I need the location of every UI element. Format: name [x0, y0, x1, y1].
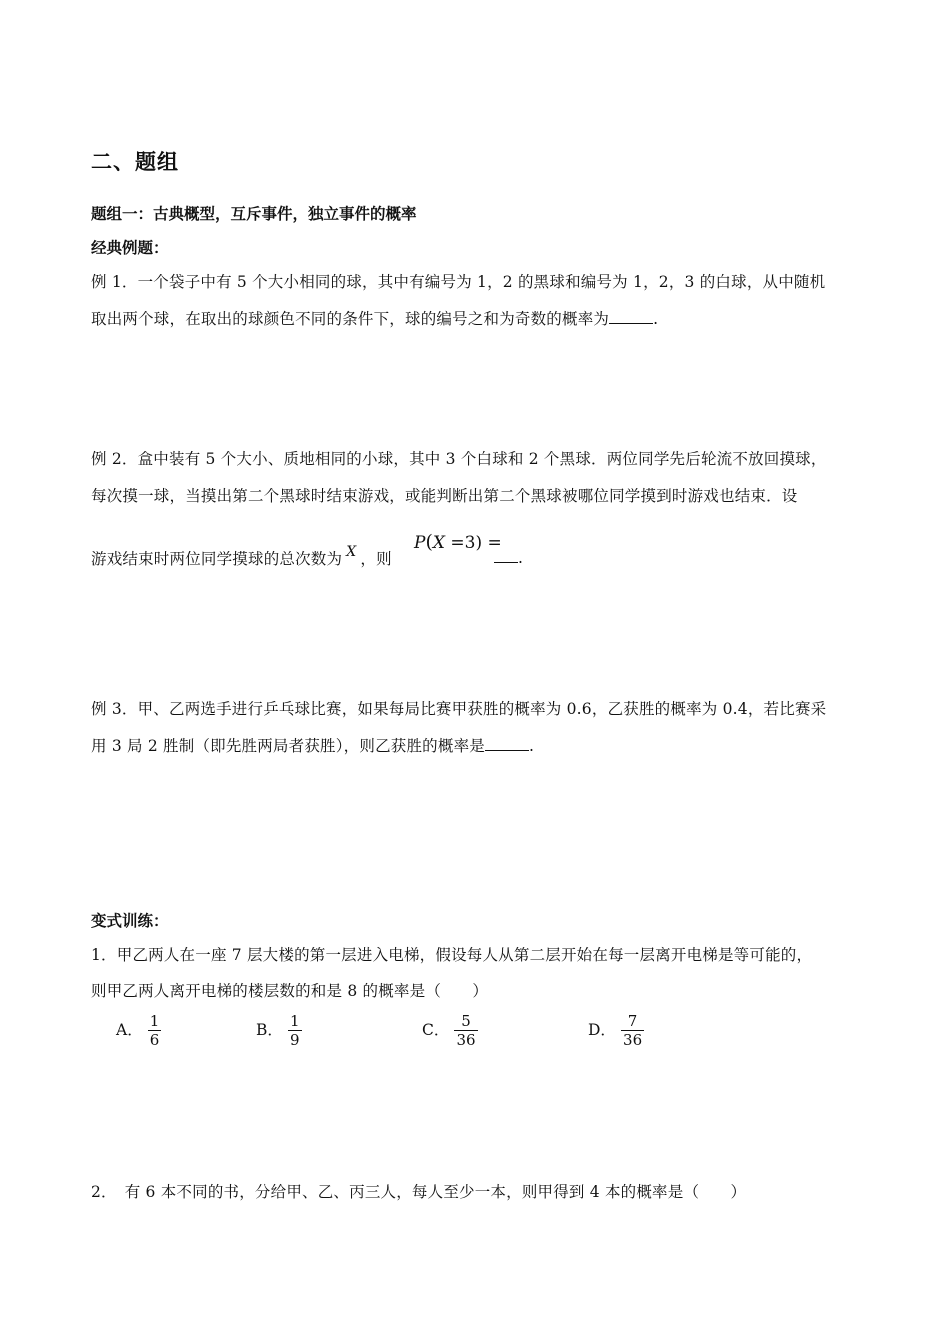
practice-label: 变式训练：: [91, 911, 169, 930]
option-a-label: A．: [116, 1021, 143, 1039]
option-c[interactable]: [422, 1012, 478, 1049]
answer-blank: [609, 309, 653, 324]
question-1-line-2: 则甲乙两人离开电梯的楼层数的和是 8 的概率是（ ）: [91, 982, 489, 1000]
example-1-line-1: 例 1．一个袋子中有 5 个大小相同的球，其中有编号为 1，2 的黑球和编号为 1，2，3 的白球，从中随机: [91, 273, 826, 291]
period: .: [518, 549, 524, 567]
question-2-line-1: 2． 有 6 本不同的书，分给甲、乙、丙三人，每人至少一本，则甲得到 4 本的概率是（ ）: [91, 1183, 747, 1201]
example-3-text: 用 3 局 2 胜制（即先胜两局者获胜），则乙获胜的概率是: [91, 737, 485, 755]
example-3-line-2: [91, 734, 534, 756]
example-2-line-2: 每次摸一球，当摸出第二个黑球时结束游戏，或能判断出第二个黑球被哪位同学摸到时游戏也结束．设: [91, 487, 798, 505]
option-d[interactable]: [588, 1012, 644, 1049]
period: .: [528, 737, 535, 755]
example-2-line-3: [91, 544, 392, 569]
example-2-comma: ，则: [360, 550, 392, 568]
numerator: 7: [627, 1012, 638, 1030]
numerator: 1: [289, 1012, 300, 1030]
example-2-answer: [494, 548, 523, 567]
section-title: 二、题组: [91, 149, 179, 174]
formula-p: P: [414, 533, 426, 553]
period: .: [653, 310, 659, 328]
option-b-fraction: [288, 1012, 302, 1049]
example-1-text: 取出两个球，在取出的球颜色不同的条件下，球的编号之和为奇数的概率为: [91, 310, 610, 328]
example-2-line-1: 例 2．盒中装有 5 个大小、质地相同的小球，其中 3 个白球和 2 个黑球．两位同学先后轮流不放回摸球，: [91, 450, 827, 468]
classic-examples-label: 经典例题：: [91, 238, 169, 257]
formula-x: X: [432, 533, 445, 553]
option-c-label: C．: [422, 1021, 450, 1039]
question-1-line-1: 1．甲乙两人在一座 7 层大楼的第一层进入电梯，假设每人从第二层开始在每一层离开电梯是等可能的，: [91, 946, 813, 964]
option-d-label: D．: [588, 1021, 616, 1039]
option-b[interactable]: [256, 1012, 302, 1049]
option-c-fraction: [454, 1012, 477, 1049]
formula-paren: (: [425, 531, 433, 553]
answer-blank: [494, 548, 518, 563]
denominator: 36: [456, 1031, 476, 1049]
numerator: 1: [149, 1012, 160, 1030]
variable-x: X: [346, 544, 357, 560]
answer-blank: [485, 736, 529, 751]
example-1-line-2: [91, 307, 658, 329]
denominator: 36: [623, 1031, 643, 1049]
denominator: 6: [149, 1031, 160, 1049]
option-b-label: B．: [256, 1021, 283, 1039]
option-a-fraction: [148, 1012, 162, 1049]
example-3-line-1: 例 3．甲、乙两选手进行乒乓球比赛，如果每局比赛甲获胜的概率为 0.6，乙获胜的概率为 0.4，若比赛采: [91, 700, 827, 718]
probability-formula: [414, 531, 502, 553]
option-d-fraction: [621, 1012, 644, 1049]
group-title: 题组一：古典概型，互斥事件，独立事件的概率: [91, 204, 417, 223]
denominator: 9: [289, 1031, 300, 1049]
option-a[interactable]: [116, 1012, 161, 1049]
example-2-text: 游戏结束时两位同学摸球的总次数为: [91, 550, 343, 568]
formula-rest: =3) =: [444, 533, 502, 553]
numerator: 5: [461, 1012, 471, 1030]
